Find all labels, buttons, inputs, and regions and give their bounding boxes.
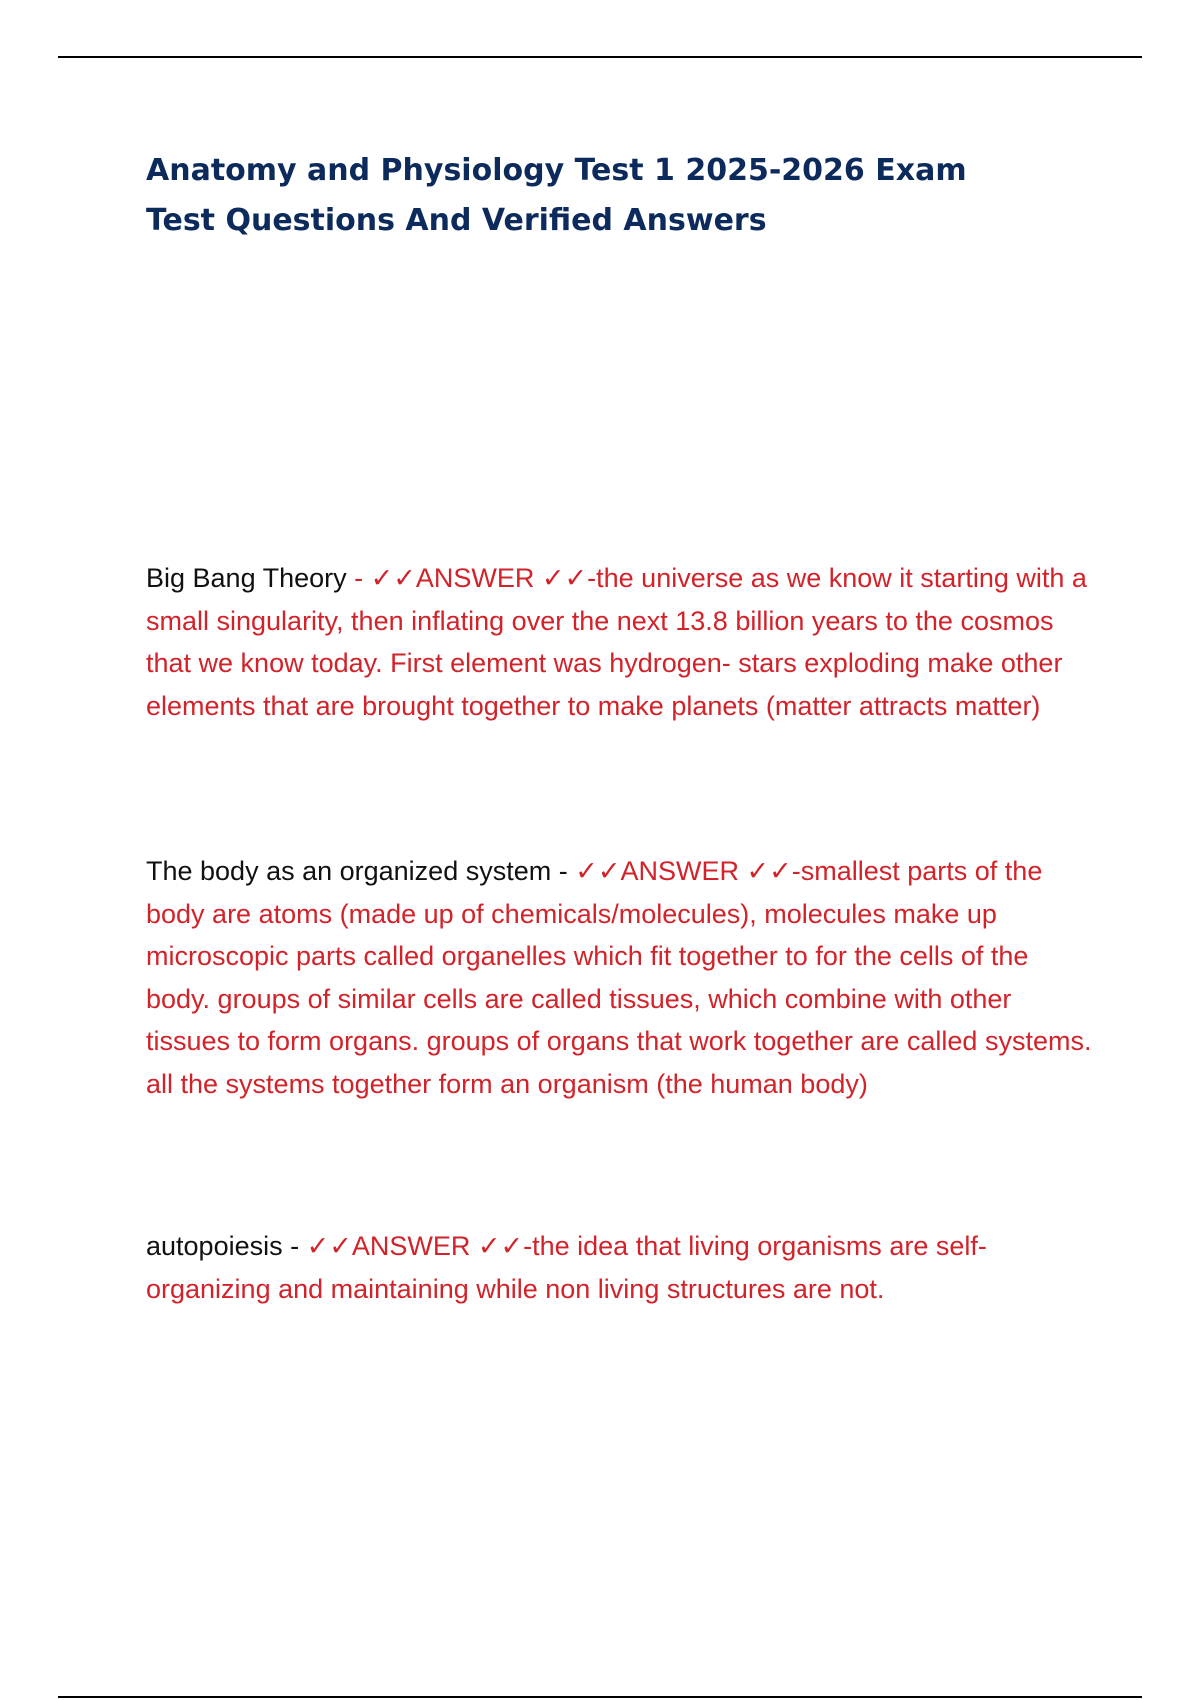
- question-term: Big Bang Theory: [146, 563, 347, 593]
- qa-entry-big-bang: [146, 557, 1096, 727]
- separator: -: [551, 856, 576, 886]
- header-rule: [58, 56, 1142, 58]
- title-line-1: Anatomy and Physiology Test 1 2025-2026 Exam: [146, 153, 967, 188]
- title-line-2: Test Questions And Verified Answers: [146, 203, 767, 238]
- footer-rule: [58, 1696, 1142, 1698]
- question-term: The body as an organized system: [146, 856, 552, 886]
- document-title: [146, 146, 1046, 246]
- answer-text: -the universe as we know it starting with a small singularity, then inflating over the next 13.8 billion years to the cosmos that we know today. First element was hydrogen- stars exploding make other elements that are brought together to make planets (matter attracts matter): [146, 563, 1087, 721]
- qa-entry-organized-system: [146, 850, 1096, 1105]
- separator: -: [346, 563, 371, 593]
- separator: -: [282, 1231, 307, 1261]
- answer-marker: ✓✓ANSWER ✓✓: [575, 856, 792, 886]
- question-term: autopoiesis: [146, 1231, 283, 1261]
- answer-marker: ✓✓ANSWER ✓✓: [306, 1231, 524, 1261]
- qa-entry-autopoiesis: [146, 1225, 1096, 1310]
- answer-text: -the idea that living organisms are self-organizing and maintaining while non living structures are not.: [146, 1231, 987, 1304]
- answer-marker: ✓✓ANSWER ✓✓: [370, 563, 588, 593]
- answer-text: -smallest parts of the body are atoms (made up of chemicals/molecules), molecules make up microscopic parts called organelles which fit together to for the cells of the body. groups of similar cells are called tissues, which combine with other tissues to form organs. groups of organs that work together are called systems. all the systems together form an organism (the human body): [146, 856, 1092, 1099]
